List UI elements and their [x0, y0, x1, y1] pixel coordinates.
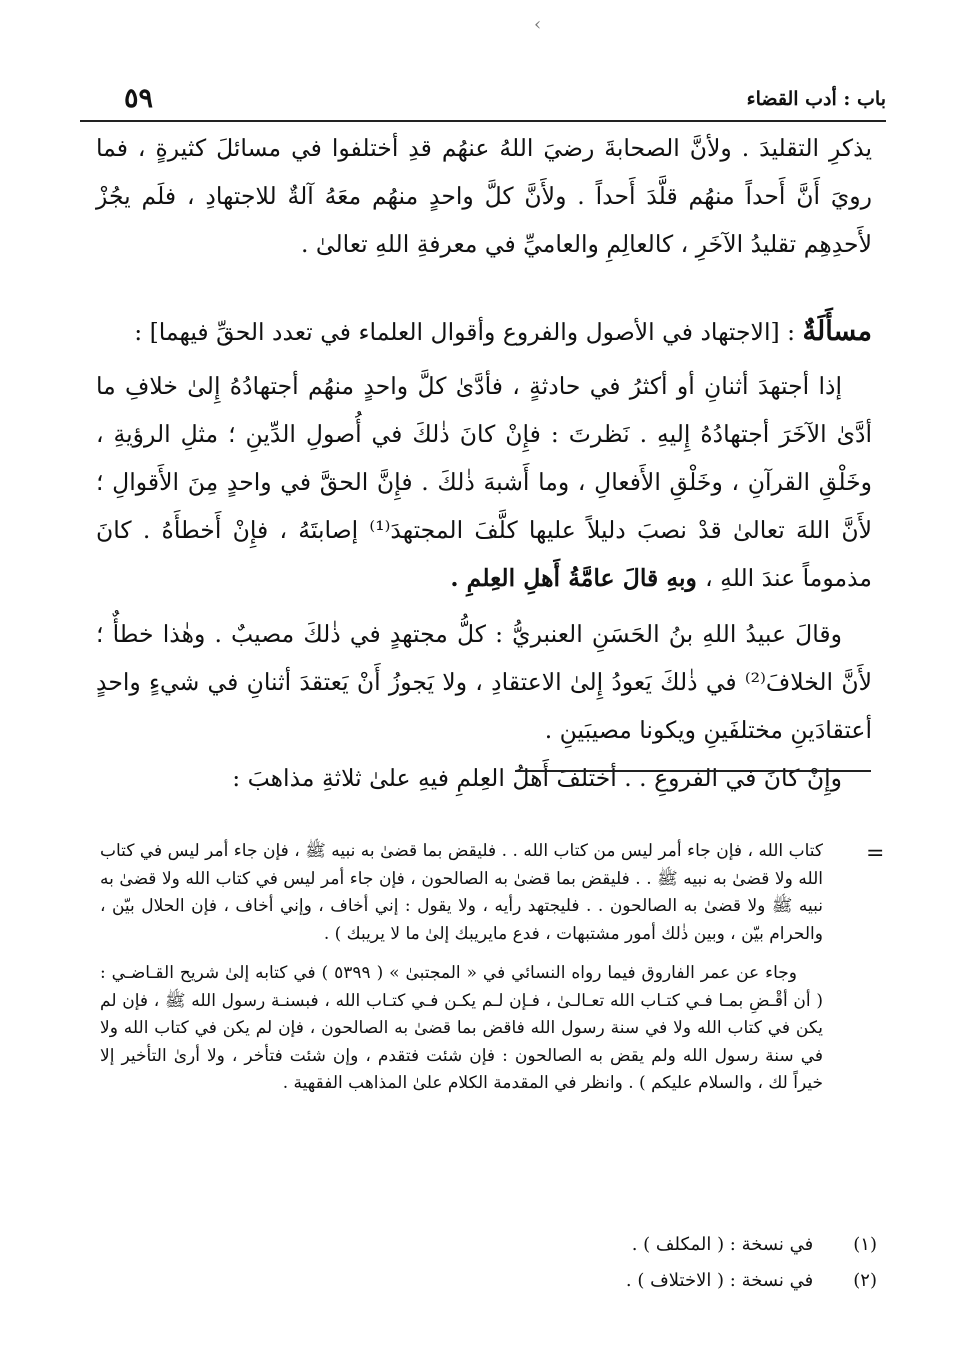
- note-continued: كتاب الله ، فإن جاء أمر ليس من كتاب الله . . فليقض بما قضىٰ به نبيه ﷺ ، فإن جاء أمر ليس في كتاب الله ولا قضىٰ به نبيه ﷺ . . فليقض بما قضىٰ به الصالحون ، فإن جاء أمر ليس في كتاب الله ولا قضىٰ به نبيه ﷺ ولا قضىٰ به الصالحون . . فليجتهد رأيه ، ولا يقول : إني أخاف ، وإني أخاف ، فإن الحلال بيّن ، والحرام بيّن ، وبين ذٰلك أمور مشتبهات ، فدع مايريبك إلىٰ ما لا يريبك ) .: [100, 841, 823, 944]
- issue-label: مسأَلَةٌ: [802, 316, 872, 347]
- footnote-number: (١): [853, 1234, 877, 1255]
- running-title: باب : أدب القضاء: [746, 88, 886, 110]
- paragraph-2-text: إذا أجتهدَ أثنانِ أو أكثرُ في حادثةٍ ، فأدَّىٰ كلَّ واحدٍ منهُم أجتهادُهُ إِلىٰ خلافِ ما أدَّىٰ الآخَرَ أجتهادُهُ إِليهِ . نَظرتَ : فإِنْ كانَ ذٰلكَ في أُصولِ الدِّينِ ؛ مثلِ الرؤيةِ ، وخَلْقِ القرآنِ ، وخَلْقِ الأَفعالِ ، وما أَشبهَ ذٰلكَ . فإِنَّ الحقَّ في واحدٍ مِنَ الأَقوالِ ؛ لأَنَّ اللهَ تعالىٰ قدْ نصبَ دليلاً عليها كلَّفَ المجتهدَ⁽¹⁾ إصابتَهُ ، فإِنْ أَخطأَهُ . كانَ مذموماً عندَ اللهِ ،: [96, 372, 872, 592]
- footnote-divider: [515, 770, 871, 772]
- top-margin-mark: ‹: [534, 14, 542, 35]
- issue-title: : [الاجتهاد في الأصول والفروع وأقوال العلماء في تعدد الحقِّ فيهما] :: [134, 318, 803, 346]
- issue-body: [96, 362, 872, 802]
- note-umar: وجاء عن عمر الفاروق فيما رواه النسائي في « المجتبىٰ » ( ٥٣٩٩ ) في كتابه إلىٰ شريح القـاضـي : ( أن أقْـضِ بمـا فـي كتـاب الله تعـالـىٰ ، فـإن لـم يكـن فـي كتـاب الله ، فبسنـة رسول الله ﷺ ، فإن لم يكن في كتاب الله ولا في سنة رسول الله فاقض بما قضىٰ به الصالحون ، فإن لم يكن في كتاب الله ولا في سنة رسول الله ولم يقض به الصالحون : فإن شئت فتقدم ، وإن شئت فتأخر ، ولا أرىٰ التأخير إلا خيراً لك ، والسلام عليكم ) . وانظر في المقدمة الكلام علىٰ المذاهب الفقهية .: [100, 963, 823, 1093]
- notes-block: [100, 838, 823, 1098]
- footnote-1: [100, 1232, 877, 1258]
- paragraph-2: [96, 362, 872, 602]
- continuation-mark: =: [866, 841, 885, 866]
- paragraph-3: وقالَ عبيدُ اللهِ بنُ الحَسَنِ العنبريُّ : كلُّ مجتهدٍ في ذٰلكَ مصيبٌ . وهٰذا خطأٌ ؛ لأَنَّ الخلافَ⁽²⁾ في ذٰلكَ يَعودُ إِلىٰ الاعتقادِ ، ولا يَجوزُ أَنْ يَعتقدَ أثنانِ في شيءٍ واحدٍ أعتقادَينِ مختلفَينِ ويكونا مصيبَينِ .: [96, 620, 872, 744]
- footnote-2: [100, 1268, 877, 1294]
- page-number: ٥٩: [124, 83, 154, 114]
- footnote-text: في نسخة : ( المكلف ) .: [631, 1234, 814, 1255]
- issue-heading: [96, 308, 872, 356]
- paragraph-2-conclusion: وبهِ قالَ عامَّةُ أَهلِ العِلمِ .: [450, 564, 706, 592]
- main-text-block: [96, 124, 872, 268]
- paragraph-4: وإِنْ كانَ في الفروعِ . . أختلفَ أَهلُ العِلمِ فيهِ علىٰ ثلاثةِ مذاهبَ :: [232, 764, 842, 792]
- page-header: [80, 84, 886, 122]
- paragraph-1: يذكرِ التقليدَ . ولأنَّ الصحابةَ رضيَ اللهُ عنهُم قدِ أختلفوا في مسائلَ كثيرةٍ ، فما رويَ أَنَّ أَحداً منهُم قلَّدَ أَحداً . ولأَنَّ كلَّ واحدٍ منهُم معَهُ آلةٌ للاجتهادِ ، فلَم يجُزْ لأَحدِهِم تقليدُ الآخَرِ ، كالعالِمِ والعاميِّ في معرفةِ اللهِ تعالىٰ .: [96, 134, 872, 258]
- footnote-number: (٢): [853, 1270, 877, 1291]
- footnote-text: في نسخة : ( الاختلاف ) .: [625, 1270, 814, 1291]
